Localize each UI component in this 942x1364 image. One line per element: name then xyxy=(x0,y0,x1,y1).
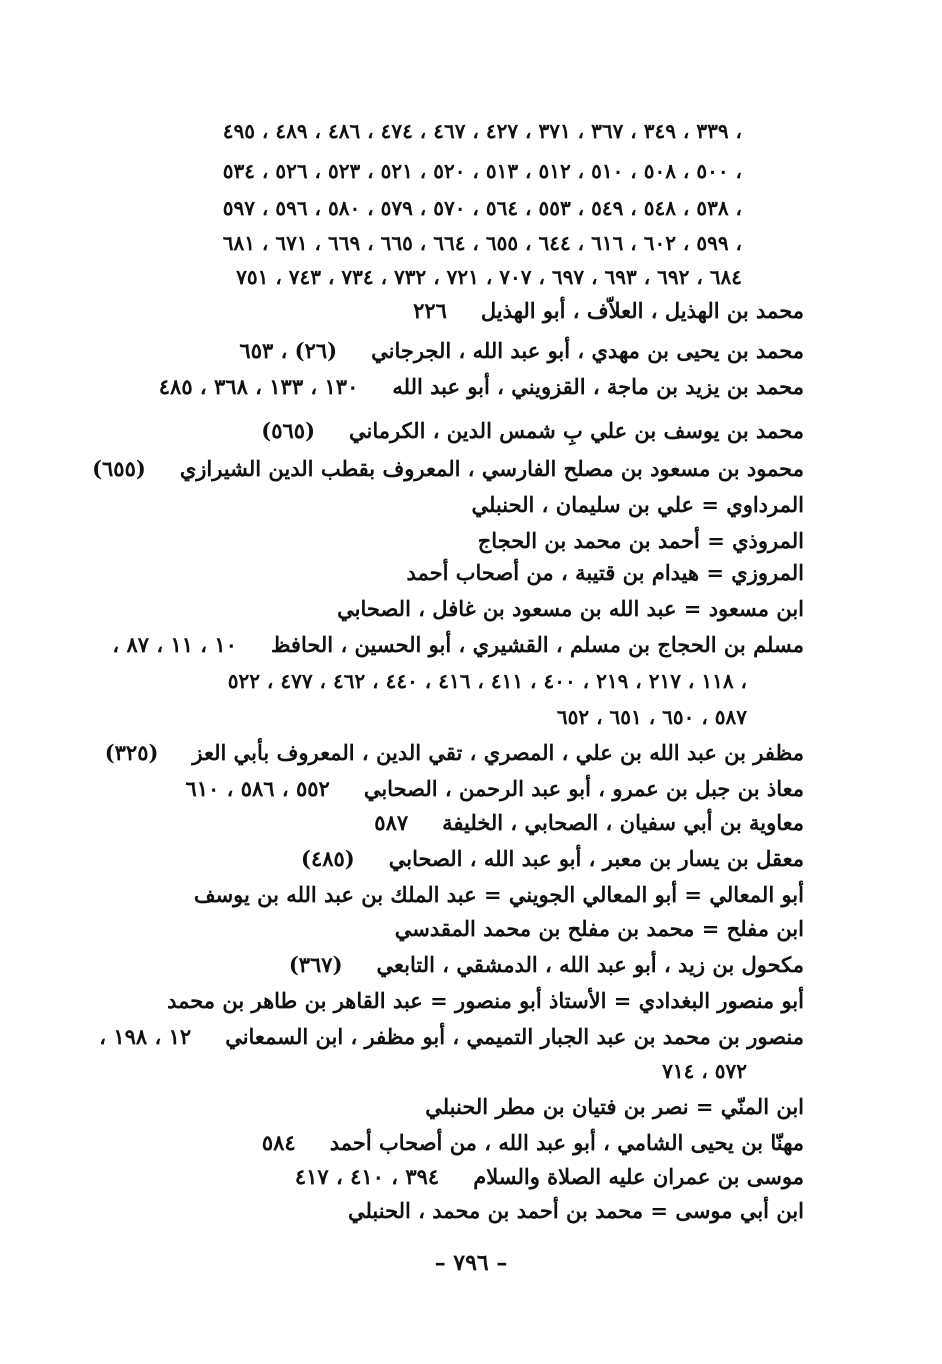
index-entry xyxy=(471,490,804,520)
page-number: – ٧٩٦ – xyxy=(434,1250,508,1276)
index-entry xyxy=(159,372,804,402)
index-entry xyxy=(261,416,804,446)
entry-refs: (٢٦) ، ٦٥٣ xyxy=(239,338,338,363)
entry-refs-continuation: ٥٧٢ ، ٧١٤ xyxy=(662,1059,747,1083)
index-entry xyxy=(105,738,804,768)
entry-name: ابن مسعود = عبد الله بن مسعود بن غافل ، الصحابي xyxy=(337,596,804,621)
index-entry xyxy=(374,808,804,838)
entry-name: مظفر بن عبد الله بن علي ، المصري ، تقي الدين ، المعروف بأبي العز xyxy=(192,740,804,765)
entry-name: محمد بن يوسف بن علي بِ شمس الدين ، الكرماني xyxy=(349,418,804,443)
index-entry xyxy=(99,1022,804,1052)
index-entry xyxy=(295,1162,804,1192)
entry-refs: ١٢ ، ١٩٨ ، xyxy=(99,1024,192,1049)
entry-name: معاذ بن جبل بن عمرو ، أبو عبد الرحمن ، الصحابي xyxy=(363,776,804,801)
entry-name: معاوية بن أبي سفيان ، الصحابي ، الخليفة xyxy=(442,810,804,835)
index-entry xyxy=(185,774,804,804)
entry-name: أبو منصور البغدادي = الأستاذ أبو منصور = عبد القاهر بن طاهر بن محمد xyxy=(167,988,804,1013)
index-entry xyxy=(337,594,804,624)
entry-refs: (٥٦٥) xyxy=(261,418,315,443)
entry-refs: ٥٨٤ xyxy=(261,1130,296,1155)
entry-name: منصور بن محمد بن عبد الجبار التميمي ، أبو مظفر ، ابن السمعاني xyxy=(225,1024,804,1049)
numbers-line: ٦٨٤ ، ٦٩٢ ، ٦٩٣ ، ٦٩٧ ، ٧٠٧ ، ٧٢١ ، ٧٣٢ ، ٧٣٤ ، ٧٤٣ ، ٧٥١ xyxy=(236,265,742,289)
entry-name: مهنّا بن يحيى الشامي ، أبو عبد الله ، من أصحاب أحمد xyxy=(329,1130,804,1155)
index-entry xyxy=(167,986,804,1016)
numbers-line: ٥٠٠ ، ٥٠٨ ، ٥١٠ ، ٥١٢ ، ٥١٣ ، ٥٢٠ ، ٥٢١ ، ٥٢٣ ، ٥٢٦ ، ٥٣٤ ، xyxy=(222,159,742,183)
index-entry xyxy=(395,914,804,944)
index-entry xyxy=(92,454,804,484)
entry-refs: ٢٢٦ xyxy=(413,298,447,323)
index-entry xyxy=(425,1092,804,1122)
entry-name: موسى بن عمران عليه الصلاة والسلام xyxy=(473,1164,804,1189)
entry-name: محمود بن مسعود بن مصلح الفارسي ، المعروف بقطب الدين الشيرازي xyxy=(179,456,804,481)
entry-refs: ٥٨٧ xyxy=(374,810,409,835)
entry-refs: (٣٦٧) xyxy=(288,952,343,977)
entry-name: المرداوي = علي بن سليمان ، الحنبلي xyxy=(471,492,804,517)
entry-name: المروزي = هيدام بن قتيبة ، من أصحاب أحمد xyxy=(406,560,804,585)
entry-name: ابن المنّي = نصر بن فتيان بن مطر الحنبلي xyxy=(425,1094,804,1119)
index-entry xyxy=(194,880,804,910)
entry-name: ابن أبي موسى = محمد بن أحمد بن محمد ، الحنبلي xyxy=(347,1198,804,1223)
entry-name: معقل بن يسار بن معبر ، أبو عبد الله ، الصحابي xyxy=(388,846,804,871)
entry-refs: ١٣٠ ، ١٣٣ ، ٣٦٨ ، ٤٨٥ xyxy=(158,374,359,399)
entry-refs: (٣٢٥) xyxy=(104,740,159,765)
index-entry xyxy=(112,630,804,660)
index-entry xyxy=(478,526,804,556)
entry-name: المروذي = أحمد بن محمد بن الحجاج xyxy=(477,528,804,553)
index-entry xyxy=(406,558,804,588)
index-entry xyxy=(262,1128,804,1158)
numbers-line: ٣٣٩ ، ٣٤٩ ، ٣٦٧ ، ٣٧١ ، ٤٢٧ ، ٤٦٧ ، ٤٧٤ ، ٤٨٦ ، ٤٨٩ ، ٤٩٥ ، xyxy=(222,119,742,143)
entry-name: ابن مفلح = محمد بن مفلح بن محمد المقدسي xyxy=(394,916,804,941)
index-entry xyxy=(413,296,804,326)
entry-name: مسلم بن الحجاج بن مسلم ، القشيري ، أبو الحسين ، الحافظ xyxy=(270,632,804,657)
entry-refs: ٣٩٤ ، ٤١٠ ، ٤١٧ xyxy=(294,1164,440,1189)
index-entry xyxy=(239,336,804,366)
entry-refs: ١٠ ، ١١ ، ٨٧ ، xyxy=(112,632,237,657)
entry-refs-continuation: ١١٨ ، ٢١٧ ، ٢١٩ ، ٤٠٠ ، ٤١١ ، ٤١٦ ، ٤٤٠ ، ٤٦٢ ، ٤٧٧ ، ٥٢٢ ، xyxy=(227,669,747,693)
numbers-line: ٥٣٨ ، ٥٤٨ ، ٥٤٩ ، ٥٥٣ ، ٥٦٤ ، ٥٧٠ ، ٥٧٩ ، ٥٨٠ ، ٥٩٦ ، ٥٩٧ ، xyxy=(222,196,742,220)
entry-name: مكحول بن زيد ، أبو عبد الله ، الدمشقي ، التابعي xyxy=(376,952,804,977)
entry-refs-continuation: ٥٨٧ ، ٦٥٠ ، ٦٥١ ، ٦٥٢ xyxy=(556,705,747,729)
entry-name: أبو المعالي = أبو المعالي الجويني = عبد الملك بن عبد الله بن يوسف xyxy=(193,882,804,907)
index-entry xyxy=(348,1196,804,1226)
entry-name: محمد بن الهذيل ، العلاّف ، أبو الهذيل xyxy=(480,298,804,323)
index-entry xyxy=(301,844,804,874)
entry-refs: ٥٥٢ ، ٥٨٦ ، ٦١٠ xyxy=(185,776,330,801)
entry-name: محمد بن يزيد بن ماجة ، القزويني ، أبو عبد الله xyxy=(392,374,804,399)
entry-refs: (٦٥٥) xyxy=(92,456,146,481)
index-entry xyxy=(289,950,804,980)
entry-name: محمد بن يحيى بن مهدي ، أبو عبد الله ، الجرجاني xyxy=(371,338,804,363)
entry-refs: (٤٨٥) xyxy=(301,846,355,871)
numbers-line: ٥٩٩ ، ٦٠٢ ، ٦١٦ ، ٦٤٤ ، ٦٥٥ ، ٦٦٤ ، ٦٦٥ ، ٦٦٩ ، ٦٧١ ، ٦٨١ ، xyxy=(222,231,742,255)
